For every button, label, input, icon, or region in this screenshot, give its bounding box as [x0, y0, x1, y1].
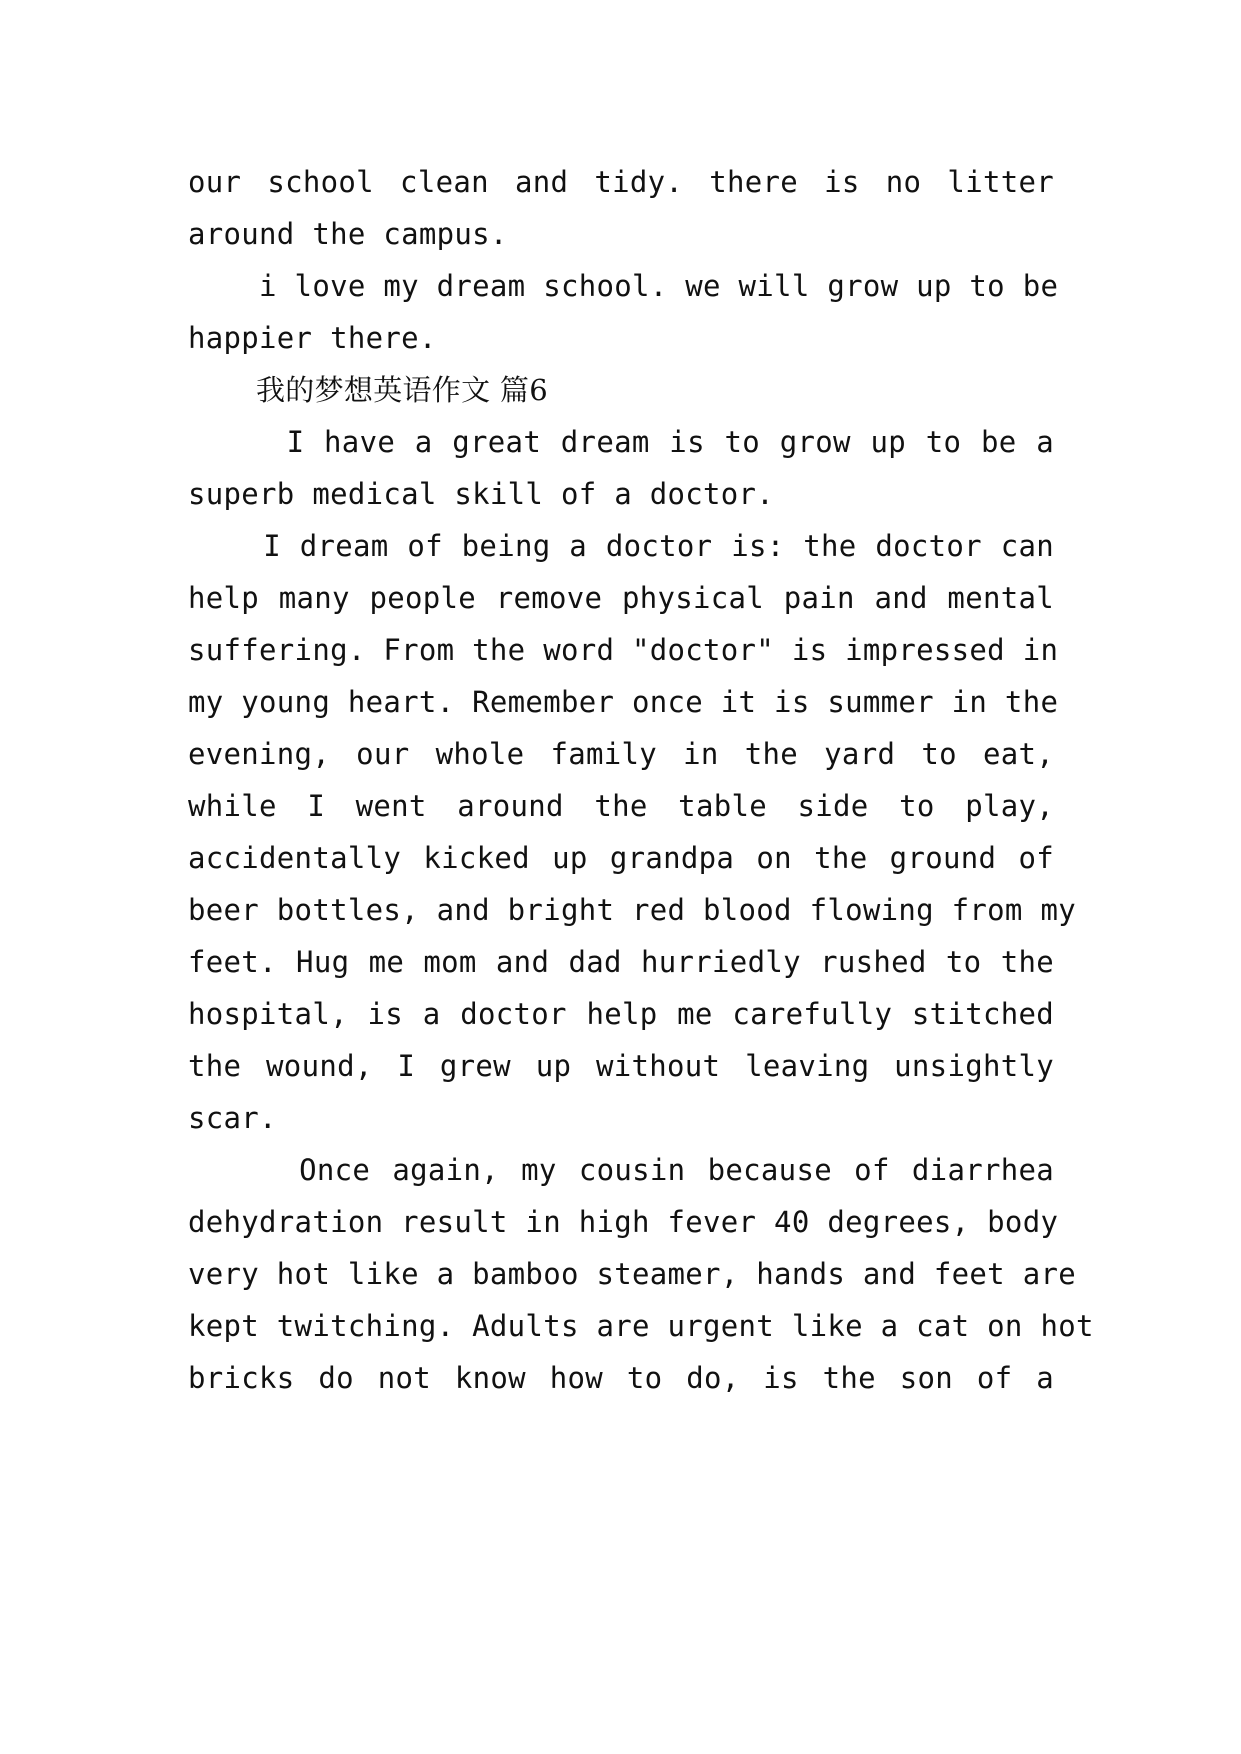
text-line-20: dehydration result in high fever 40 degrees, body	[188, 1205, 1059, 1239]
text-line-13: accidentally kicked up grandpa on the ground of	[188, 841, 1054, 875]
text-line-3: i love my dream school. we will grow up to be	[188, 269, 1059, 303]
text-line-17: the wound, I grew up without leaving unsightly	[188, 1049, 1054, 1083]
text-line-12: while I went around the table side to play,	[188, 789, 1054, 823]
text-line-11: evening, our whole family in the yard to eat,	[188, 737, 1054, 771]
text-line-16: hospital, is a doctor help me carefully stitched	[188, 997, 1054, 1031]
text-line-8: help many people remove physical pain and mental	[188, 581, 1054, 615]
text-line-2: around the campus.	[188, 217, 508, 251]
text-line-21: very hot like a bamboo steamer, hands and feet are	[188, 1257, 1076, 1291]
text-line-5: I have a great dream is to grow up to be a	[188, 425, 1054, 459]
text-line-6: superb medical skill of a doctor.	[188, 477, 775, 511]
text-line-10: my young heart. Remember once it is summer in the	[188, 685, 1059, 719]
text-line-7: I dream of being a doctor is: the doctor can	[188, 529, 1054, 563]
text-line-15: feet. Hug me mom and dad hurriedly rushed to the	[188, 945, 1054, 979]
text-line-1: our school clean and tidy. there is no litter	[188, 165, 1054, 199]
section-heading: 我的梦想英语作文 篇6	[256, 373, 548, 407]
text-line-23: bricks do not know how to do, is the son of a	[188, 1361, 1054, 1395]
text-line-22: kept twitching. Adults are urgent like a cat on hot	[188, 1309, 1094, 1343]
text-line-4: happier there.	[188, 321, 437, 355]
text-line-9: suffering. From the word "doctor" is impressed in	[188, 633, 1059, 667]
text-line-18: scar.	[188, 1101, 277, 1135]
text-line-19: Once again, my cousin because of diarrhea	[188, 1153, 1054, 1187]
text-line-14: beer bottles, and bright red blood flowing from my	[188, 893, 1076, 927]
